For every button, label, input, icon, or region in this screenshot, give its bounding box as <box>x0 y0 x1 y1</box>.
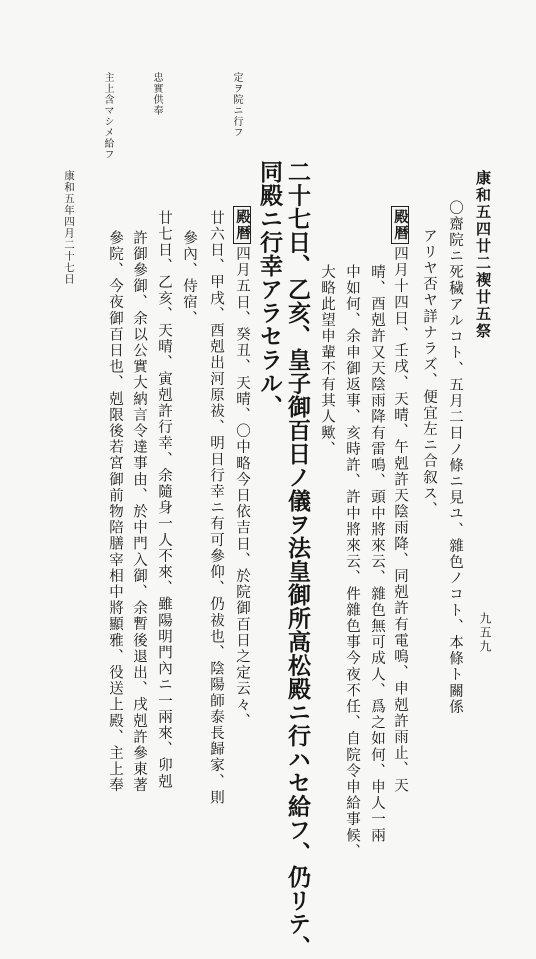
marginal-note-2: 忠實供奉 <box>151 72 162 116</box>
text-column-11 <box>132 230 147 794</box>
text-column-9 <box>182 230 197 327</box>
event-heading-2-content: 同殿ニ行幸アラセラル、 <box>256 160 283 419</box>
circle-mark: 〇 <box>447 200 463 217</box>
event-heading-2 <box>258 160 281 419</box>
text-column-10 <box>157 210 172 790</box>
text-column-11-content: 許御參御、余以公實大納言令達事由、於中門入御、余暫後退出、戌剋許參東著 <box>131 230 147 794</box>
page-number: 九五九 <box>478 612 492 654</box>
text-column-3-content: 四月十四日、壬戌、天晴、午剋許天陰雨降、同剋許有電鳴、申剋許雨止、天 <box>392 246 408 794</box>
text-column-7-content: 四月五日、癸丑、天晴、〇中略今日依吉日、於院御百日之定云々、 <box>234 246 250 730</box>
text-column-12 <box>108 230 123 794</box>
event-heading-1 <box>286 160 309 959</box>
text-column-1-content: 齋院ニ死穢アルコト、五月二日ノ條ニ見ユ、雜色ノコト、本條ト關係 <box>447 216 463 716</box>
marginal-note-1: 定ヲ院ニ行フ <box>231 72 242 138</box>
text-column-7 <box>233 204 252 729</box>
text-column-4-content: 晴、酉剋許又天陰雨降有雷鳴、頭中將來云、雜色無可成人、爲之如何、申人一兩 <box>369 264 385 844</box>
text-column-5 <box>345 264 360 860</box>
running-footer: 康和五年四月二十七日 <box>63 170 75 285</box>
source-bracket-dianli-1: 殿暦 <box>391 206 410 244</box>
text-column-3 <box>391 204 410 794</box>
source-bracket-dianli-2: 殿暦 <box>233 206 252 244</box>
text-column-2 <box>422 228 437 518</box>
text-column-8-content: 廿六日、甲戌、酉剋出河原祓、明日行幸ニ有可參仰、仍祓也、陰陽師泰長歸家、則 <box>208 210 224 806</box>
text-column-6-content: 大略此望申輩不有其人歟、 <box>319 264 335 458</box>
text-column-6 <box>320 264 335 457</box>
text-column-12-content: 參院、今夜御百日也、剋限後若宮御前物陪膳宰相中將顯雅、役送上殿、主上奉 <box>107 230 123 794</box>
chapter-header: 康和五四廿二禊廿五祭 <box>474 170 492 340</box>
text-column-10-content: 廿七日、乙亥、天晴、寅剋許行幸、余隨身一人不來、雖陽明門內ニ一兩來、卯剋 <box>156 210 172 790</box>
text-column-9-content: 參內、侍宿、 <box>181 230 197 327</box>
text-column-8 <box>209 210 224 806</box>
text-column-5-content: 中如何、余申御返事、亥時許、許中將來云、件雜色事今夜不任、自院令申給事候、 <box>344 264 360 860</box>
event-heading-1-content: 二十七日、乙亥、皇子御百日ノ儀ヲ法皇御所高松殿ニ行ハセ給フ、仍リテ、 <box>284 160 311 959</box>
text-column-1 <box>448 200 463 715</box>
text-column-2-content: アリヤ否ヤ詳ナラズ、便宜左ニ合叙ス、 <box>421 228 437 518</box>
text-column-4 <box>370 264 385 844</box>
marginal-note-3: 主上含マシメ給フ <box>102 72 113 160</box>
